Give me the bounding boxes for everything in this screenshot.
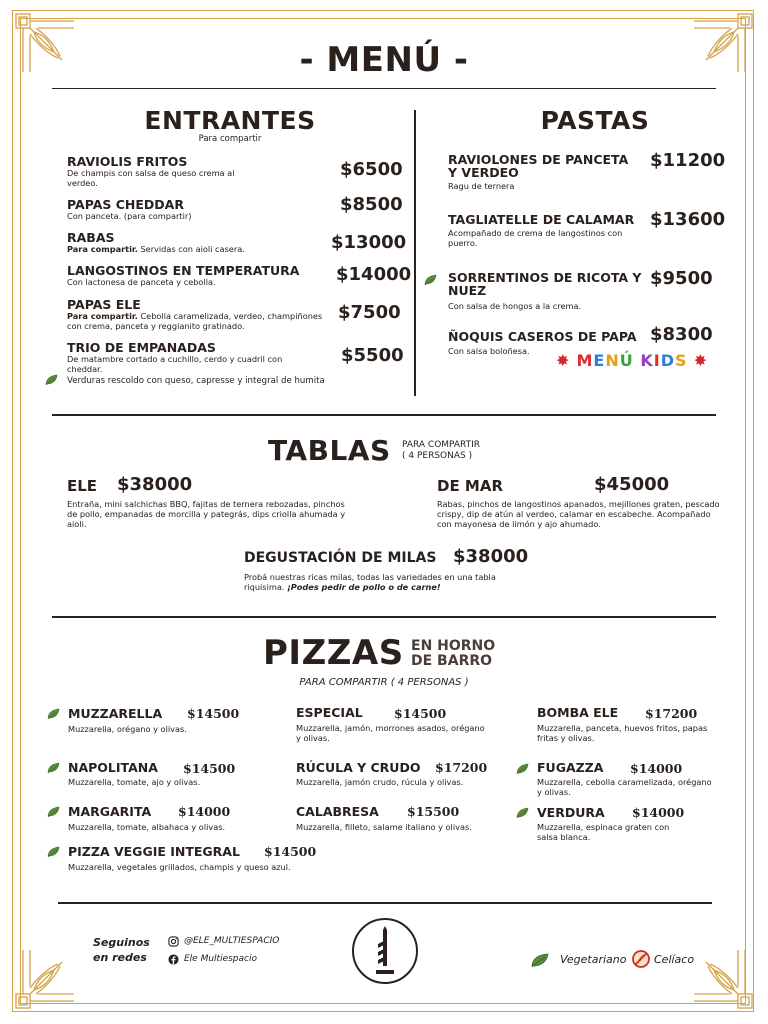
- entrante-desc: De champis con salsa de queso crema al verdeo.: [67, 168, 235, 188]
- leaf-icon: [516, 763, 532, 775]
- leaf-icon: [47, 708, 63, 720]
- pizza-desc: Muzzarella, tomate, ajo y olivas.: [68, 777, 201, 787]
- tabla-price: $38000: [453, 546, 529, 567]
- menu-kids-letter: Ú: [619, 351, 634, 370]
- pizzas-subheading: PARA COMPARTIR ( 4 PERSONAS ): [299, 677, 469, 688]
- desc-text: Cebolla caramelizada, verdeo, champiñones con crema, panceta y reggianito gratinado.: [67, 311, 323, 331]
- tabla-name: DEGUSTACIÓN DE MILAS: [244, 550, 437, 566]
- entrante-name: PAPAS CHEDDAR: [67, 197, 184, 212]
- pizza-name: PIZZA VEGGIE INTEGRAL: [68, 844, 240, 859]
- star-icon: ✸: [556, 351, 571, 370]
- follow-line-1: Seguinos: [93, 936, 150, 949]
- entrante-desc: [67, 244, 327, 254]
- desc-bold: Para compartir.: [67, 244, 138, 254]
- pasta-desc: Con salsa de hongos a la crema.: [448, 301, 582, 311]
- desc-text: Probá nuestras ricas milas, todas las variedades en una tabla riquisima.: [244, 572, 496, 592]
- pizza-name: FUGAZZA: [537, 760, 604, 775]
- vegetarian-label: Vegetariano: [560, 953, 627, 966]
- pasta-price: $8300: [650, 324, 713, 345]
- entrante-desc: [67, 311, 337, 331]
- pizzas-side-2: DE BARRO: [411, 653, 493, 669]
- entrante-price: $5500: [341, 345, 404, 366]
- entrante-price: $13000: [331, 232, 407, 253]
- column-divider: [414, 110, 416, 396]
- tabla-desc: [244, 572, 534, 592]
- section-divider: [52, 616, 716, 618]
- pizzas-side-label: [411, 639, 495, 669]
- pizza-price: $17200: [645, 706, 698, 721]
- entrante-price: $6500: [340, 159, 403, 180]
- desc-text: Servidas con aioli casera.: [137, 244, 245, 254]
- pizza-price: $14000: [178, 804, 231, 819]
- pasta-price: $13600: [650, 209, 726, 230]
- pizza-desc: Muzzarella, cebolla caramelizada, orégano y olivas.: [537, 777, 712, 797]
- follow-line-2: en redes: [93, 951, 147, 964]
- pizza-name: MARGARITA: [68, 804, 152, 819]
- menu-kids-text: [577, 351, 688, 370]
- menu-kids-letter: N: [605, 351, 620, 370]
- desc-bold: Para compartir.: [67, 311, 138, 321]
- pizza-price: $14000: [632, 805, 685, 820]
- tablas-sub-1: PARA COMPARTIR: [402, 440, 481, 450]
- pizzas-heading: PIZZAS: [263, 633, 404, 673]
- pasta-desc: Acompañado de crema de langostinos con puerro.: [448, 228, 623, 248]
- pizza-desc: Muzzarella, tomate, albahaca y olivas.: [68, 822, 226, 832]
- leaf-icon: [424, 274, 440, 286]
- entrante-desc: Con panceta. (para compartir): [67, 211, 192, 221]
- pizza-name: BOMBA ELE: [537, 705, 619, 720]
- pasta-name: RAVIOLONES DE PANCETA Y VERDEO: [448, 152, 629, 180]
- vegetarian-icon: [530, 952, 552, 968]
- tablas-subheading: [402, 440, 480, 462]
- tabla-desc: Entraña, mini salchichas BBQ, fajitas de ternera rebozadas, pinchos de pollo, empanadas de morcilla y pategrás, dips criolla ahumada y aioli.: [67, 499, 346, 529]
- pizza-desc: Muzzarella, filleto, salame italiano y olivas.: [296, 822, 472, 832]
- pasta-price: $9500: [650, 268, 713, 289]
- entrante-name: TRIO DE EMPANADAS: [67, 340, 216, 355]
- pizza-name: RÚCULA Y CRUDO: [296, 760, 421, 775]
- entrante-name: PAPAS ELE: [67, 297, 141, 312]
- instagram-icon[interactable]: [168, 936, 179, 947]
- pasta-name: ÑOQUIS CASEROS DE PAPA: [448, 329, 637, 344]
- pizza-price: $14000: [630, 761, 683, 776]
- page-title: - MENÚ -: [299, 40, 469, 80]
- pasta-price: $11200: [650, 150, 726, 171]
- pasta-name: SORRENTINOS DE RICOTA Y NUEZ: [448, 270, 642, 298]
- leaf-icon: [47, 846, 63, 858]
- pizza-name: ESPECIAL: [296, 705, 363, 720]
- menu-kids-letter: K: [640, 351, 654, 370]
- entrante-name: LANGOSTINOS EN TEMPERATURA: [67, 263, 300, 278]
- pasta-desc: Ragu de ternera: [448, 181, 515, 191]
- pizza-desc: Muzzarella, orégano y olivas.: [68, 724, 187, 734]
- menu-kids-letter: M: [576, 351, 594, 370]
- entrantes-subheading: Para compartir: [198, 134, 262, 144]
- pizza-desc: Muzzarella, panceta, huevos fritos, papas fritas y olivas.: [537, 723, 708, 743]
- tablas-sub-2: ( 4 PERSONAS ): [402, 451, 473, 461]
- entrante-price: $8500: [340, 194, 403, 215]
- instagram-handle[interactable]: @ELE_MULTIESPACIO: [184, 936, 280, 946]
- entrante-name: RAVIOLIS FRITOS: [67, 154, 188, 169]
- pizza-name: NAPOLITANA: [68, 760, 158, 775]
- pizza-desc: Muzzarella, jamón crudo, rúcula y olivas.: [296, 777, 464, 787]
- menu-kids-letter: I: [653, 351, 661, 370]
- desc-bold: ¡Podes pedir de pollo o de carne!: [287, 582, 441, 592]
- pizza-price: $15500: [407, 804, 460, 819]
- pizza-desc: Muzzarella, espinaca graten con salsa blanca.: [537, 822, 670, 842]
- corner-ornament-bottom-right: [684, 940, 754, 1010]
- pizza-price: $14500: [187, 706, 240, 721]
- section-divider: [52, 414, 716, 416]
- menu-kids-letter: S: [674, 351, 688, 370]
- pizza-price: $17200: [435, 760, 488, 775]
- leaf-icon: [47, 806, 63, 818]
- entrante-desc: Con lactonesa de panceta y cebolla.: [67, 277, 216, 287]
- tablas-heading: TABLAS: [268, 434, 391, 467]
- leaf-icon: [516, 807, 532, 819]
- facebook-icon[interactable]: [168, 954, 179, 965]
- pizza-name: MUZZARELLA: [68, 706, 163, 721]
- entrantes-heading: ENTRANTES: [144, 106, 316, 135]
- menu-kids-letter: E: [593, 351, 606, 370]
- celiac-icon: [632, 950, 650, 968]
- pizza-price: $14500: [183, 761, 236, 776]
- entrante-price: $14000: [336, 264, 412, 285]
- pastas-heading: PASTAS: [540, 106, 650, 135]
- pizza-name: CALABRESA: [296, 804, 379, 819]
- pizza-price: $14500: [394, 706, 447, 721]
- pasta-desc: Con salsa boloñesa.: [448, 346, 530, 356]
- pizzas-side-1: EN HORNO: [411, 638, 496, 654]
- entrante-desc: De matambre cortado a cuchillo, cerdo y cuadril con cheddar.: [67, 354, 283, 374]
- pizza-name: VERDURA: [537, 805, 605, 820]
- entrante-name: RABAS: [67, 230, 115, 245]
- title-divider: [52, 88, 716, 89]
- leaf-icon: [47, 762, 63, 774]
- brand-logo: [350, 916, 420, 986]
- follow-us-label: [93, 935, 150, 965]
- menu-kids-letter: D: [660, 351, 675, 370]
- footer-divider: [58, 902, 712, 904]
- tabla-name: DE MAR: [437, 477, 504, 495]
- pasta-name: TAGLIATELLE DE CALAMAR: [448, 212, 635, 227]
- star-icon: ✸: [693, 351, 708, 370]
- facebook-handle[interactable]: Ele Multiespacio: [184, 954, 257, 964]
- tabla-price: $38000: [117, 474, 193, 495]
- tabla-name: ELE: [67, 477, 98, 495]
- tabla-price: $45000: [594, 474, 670, 495]
- pizza-price: $14500: [264, 844, 317, 859]
- leaf-icon: [45, 374, 61, 386]
- celiac-label: Celíaco: [654, 953, 695, 966]
- tabla-desc: Rabas, pinchos de langostinos apanados, mejillones graten, pescado crispy, dip de atún al verdeo, calamar en escabeche. Acompañado con mayonesa de limón y ajo ahumado.: [437, 499, 720, 529]
- entrante-desc-veggie: Verduras rescoldo con queso, capresse y integral de humita: [67, 376, 325, 386]
- pizza-desc: Muzzarella, vegetales grillados, champis y queso azul.: [68, 862, 291, 872]
- menu-kids-label: [556, 351, 708, 370]
- pizza-desc: Muzzarella, jamón, morrones asados, orégano y olivas.: [296, 723, 485, 743]
- corner-ornament-bottom-left: [14, 940, 84, 1010]
- entrante-price: $7500: [338, 302, 401, 323]
